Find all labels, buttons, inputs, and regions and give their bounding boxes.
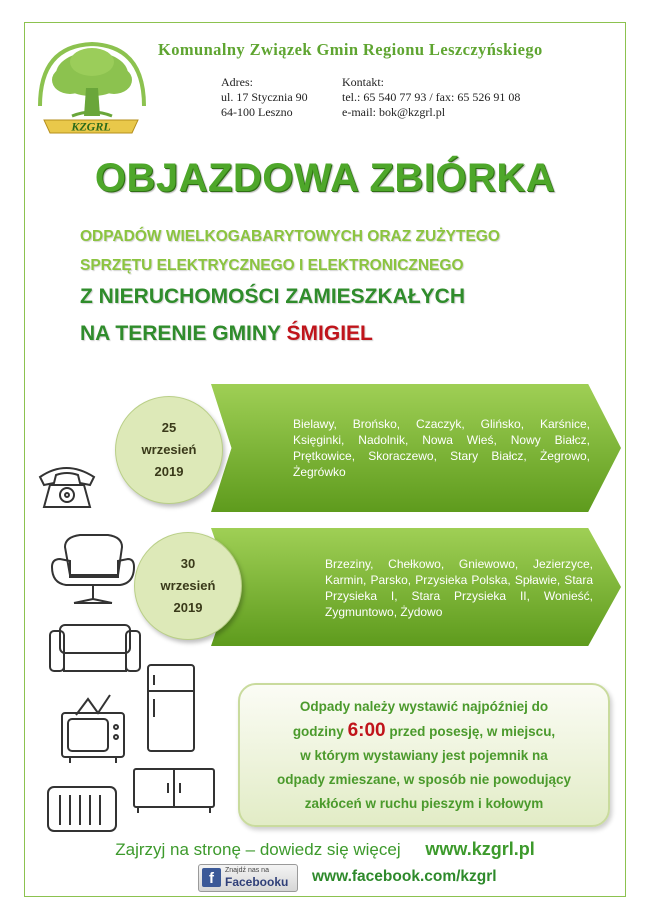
notice-line-1: Odpady należy wystawić najpóźniej do (299, 698, 549, 714)
subtitle-line-2: SPRZĘTU ELEKTRYCZNEGO I ELEKTRONICZNEGO (80, 257, 464, 274)
cabinet-icon (134, 769, 214, 813)
date-year: 2019 (154, 464, 184, 479)
contact-block (342, 75, 520, 120)
town-name: ŚMIGIEL (286, 322, 373, 345)
armchair-icon (52, 535, 134, 603)
address-block (221, 75, 308, 120)
facebook-url-link[interactable]: www.facebook.com/kzgrl (312, 868, 497, 885)
address-city: 64-100 Leszno (221, 105, 293, 119)
facebook-badge-small-text: Znajdź nas na (225, 867, 269, 874)
facebook-icon: f (202, 868, 221, 887)
date-month: wrzesień (160, 578, 216, 593)
facebook-badge-big-text: Facebooku (225, 875, 289, 889)
notice-line-3: w którym wystawiany jest pojemnik na (300, 747, 548, 763)
facebook-badge[interactable] (198, 864, 298, 892)
address-street: ul. 17 Stycznia 90 (221, 90, 308, 104)
notice-line-2 (277, 719, 571, 744)
subtitle-line-3: Z NIERUCHOMOŚCI ZAMIESZKAŁYCH (80, 285, 465, 308)
notice-hour: 6:00 (347, 719, 386, 741)
footer-cta-line (0, 839, 650, 860)
subtitle-line-4 (80, 322, 373, 346)
notice-line-2-post: przed posesję, w miejscu, (389, 723, 556, 739)
notice-box (238, 683, 610, 827)
organization-name: Komunalny Związek Gmin Regionu Leszczyńskiego (158, 40, 543, 59)
places-list-2: Brzeziny, Chełkowo, Gniewowo, Jezierzyce, Karmin, Parsko, Przysieka Polska, Spławie, Stara Przysieka I, Stara Przysieka II, Wonieść, Zygmuntowo, Żydowo (325, 557, 593, 619)
main-title: OBJAZDOWA ZBIÓRKA (94, 156, 556, 200)
date-day: 25 (161, 420, 177, 435)
subtitle-waste-type (80, 222, 500, 280)
places-list-1: Bielawy, Brońsko, Czaczyk, Glińsko, Karśnice, Księginki, Nadolnik, Nowa Wieś, Nowy Białcz, Prętkowice, Skoraczewo, Stary Białcz, Żegrowo, Żegrówko (293, 417, 590, 479)
appliance-icons (30, 455, 230, 835)
website-link[interactable]: www.kzgrl.pl (425, 839, 535, 859)
address-label: Adres: (221, 75, 253, 89)
svg-text:KZGRL: KZGRL (71, 119, 111, 134)
notice-line-4: odpady zmieszane, w sposób nie powodujący (276, 771, 572, 787)
date-year: 2019 (173, 600, 203, 615)
subtitle-line-1: ODPADÓW WIELKOGABARYTOWYCH ORAZ ZUŻYTEGO (80, 228, 500, 245)
telephone-icon (40, 468, 94, 507)
date-circle-1 (115, 396, 223, 504)
radiator-icon (48, 787, 116, 831)
kzgrl-tree-logo (32, 36, 150, 136)
footer-cta-text: Zajrzyj na stronę – dowiedz się więcej (115, 840, 401, 859)
date-month: wrzesień (141, 442, 197, 457)
notice-line-5: zakłóceń w ruchu pieszym i kołowym (304, 795, 544, 811)
contact-email: e-mail: bok@kzgrl.pl (342, 105, 446, 119)
notice-text (277, 695, 571, 816)
subtitle-prefix: NA TERENIE GMINY (80, 322, 281, 345)
date-day: 30 (180, 556, 196, 571)
sofa-icon (50, 625, 140, 671)
notice-line-2-pre: godziny (292, 723, 344, 739)
television-icon (62, 695, 124, 763)
contact-label: Kontakt: (342, 75, 384, 89)
contact-phone: tel.: 65 540 77 93 / fax: 65 526 91 08 (342, 90, 521, 104)
date-circle-2 (134, 532, 242, 640)
refrigerator-icon (148, 665, 194, 751)
